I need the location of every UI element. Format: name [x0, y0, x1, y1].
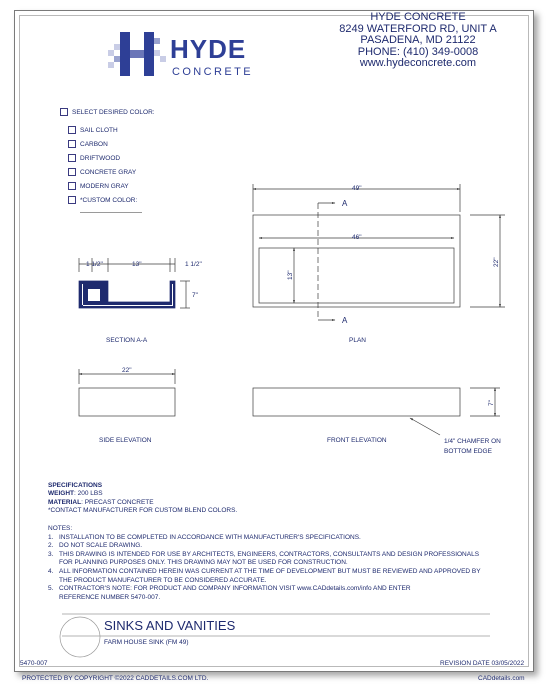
- color-option-sail-cloth[interactable]: SAIL CLOTH: [68, 126, 118, 134]
- plan-drawing: [253, 184, 505, 320]
- notes: [48, 525, 481, 602]
- front-elevation-dim-height: 7": [488, 400, 495, 406]
- note-item: 3. THIS DRAWING IS INTENDED FOR USE BY ARCHITECTS, ENGINEERS, CONTRACTORS, CONSULTANTS AND DESIGN PROFESSIONALS FOR PLANNING PURPOSES ONLY. THIS DRAWING MAY NOT BE USED FOR CONSTRUCTION.: [48, 550, 480, 567]
- plan-dim-depth: 22": [493, 257, 500, 267]
- note-item: 5. CONTRACTOR'S NOTE: FOR PRODUCT AND COMPANY INFORMATION VISIT www.CADdetails.com/info AND ENTER REFERENCE NUMBER 5470-007.: [48, 585, 411, 601]
- color-option-carbon[interactable]: CARBON: [68, 140, 108, 148]
- plan-label: PLAN: [349, 337, 366, 344]
- product-title: FARM HOUSE SINK (FM 49): [104, 639, 189, 646]
- section-dim-left: 1 1/2": [86, 261, 103, 268]
- weight-value: : 200 LBS: [74, 490, 103, 498]
- company-address-2: PASADENA, MD 21122: [360, 34, 476, 46]
- notes-header: NOTES:: [48, 525, 73, 532]
- drawing-number: 5470-007: [20, 660, 48, 667]
- side-elevation-label: SIDE ELEVATION: [99, 437, 152, 444]
- note-item: 2. DO NOT SCALE DRAWING.: [48, 542, 143, 550]
- specs-header: SPECIFICATIONS: [48, 482, 103, 489]
- color-select-header: SELECT DESIRED COLOR:: [60, 108, 155, 116]
- plan-dim-overall: 49": [352, 185, 362, 192]
- material-value: : PRECAST CONCRETE: [81, 498, 154, 506]
- company-website[interactable]: www.hydeconcrete.com: [359, 57, 477, 69]
- logo-word-concrete: CONCRETE: [172, 66, 253, 78]
- specifications: [48, 482, 237, 516]
- note-item: 1. INSTALLATION TO BE COMPLETED IN ACCORDANCE WITH MANUFACTURER'S SPECIFICATIONS.: [48, 533, 361, 541]
- company-name: HYDE CONCRETE: [370, 11, 466, 23]
- note-item: 4. ALL INFORMATION CONTAINED HEREIN WAS CURRENT AT THE TIME OF DEVELOPMENT BUT MUST BE REVIEWED AND APPROVED BY THE PRODUCT MANUFACTURER TO BE CONSIDERED ACCURATE.: [48, 567, 481, 584]
- copyright-notice: PROTECTED BY COPYRIGHT ©2022 CADDETAILS.COM LTD.: [22, 675, 209, 682]
- color-option-custom[interactable]: *CUSTOM COLOR:: [68, 196, 137, 204]
- front-elevation-drawing: [253, 388, 500, 435]
- chamfer-note-line1: 1/4" CHAMFER ON: [444, 438, 501, 445]
- color-option-driftwood[interactable]: DRIFTWOOD: [68, 154, 120, 162]
- section-a-a-label: SECTION A-A: [106, 337, 148, 344]
- section-dim-height: 7": [192, 292, 198, 299]
- plan-dim-inner-depth: 13": [287, 270, 294, 280]
- section-dim-mid: 13": [132, 261, 142, 268]
- series-title: SINKS AND VANITIES: [104, 618, 236, 633]
- logo-word-hyde: HYDE: [170, 34, 247, 64]
- side-elevation-drawing: [79, 369, 175, 416]
- company-phone: PHONE: (410) 349-0008: [357, 45, 479, 58]
- section-dim-right: 1 1/2": [185, 261, 202, 268]
- plan-cut-bottom: A: [342, 316, 348, 325]
- revision-date: REVISION DATE 03/05/2022: [440, 660, 525, 667]
- weight-label: WEIGHT: [48, 490, 74, 498]
- caddetails-link[interactable]: CADdetails.com: [478, 675, 525, 682]
- custom-blend-note: *CONTACT MANUFACTURER FOR CUSTOM BLEND COLORS.: [48, 507, 238, 515]
- material-label: MATERIAL: [48, 498, 82, 506]
- front-elevation-label: FRONT ELEVATION: [327, 437, 387, 444]
- company-address-1: 8249 WATERFORD RD, UNIT A: [339, 22, 497, 35]
- chamfer-note-line2: BOTTOM EDGE: [444, 448, 492, 455]
- plan-dim-inner: 46": [352, 234, 362, 241]
- plan-cut-top: A: [342, 199, 348, 208]
- color-option-concrete-gray[interactable]: CONCRETE GRAY: [68, 168, 136, 176]
- color-option-modern-gray[interactable]: MODERN GRAY: [68, 182, 129, 190]
- side-elevation-dim-width: 22": [122, 367, 132, 374]
